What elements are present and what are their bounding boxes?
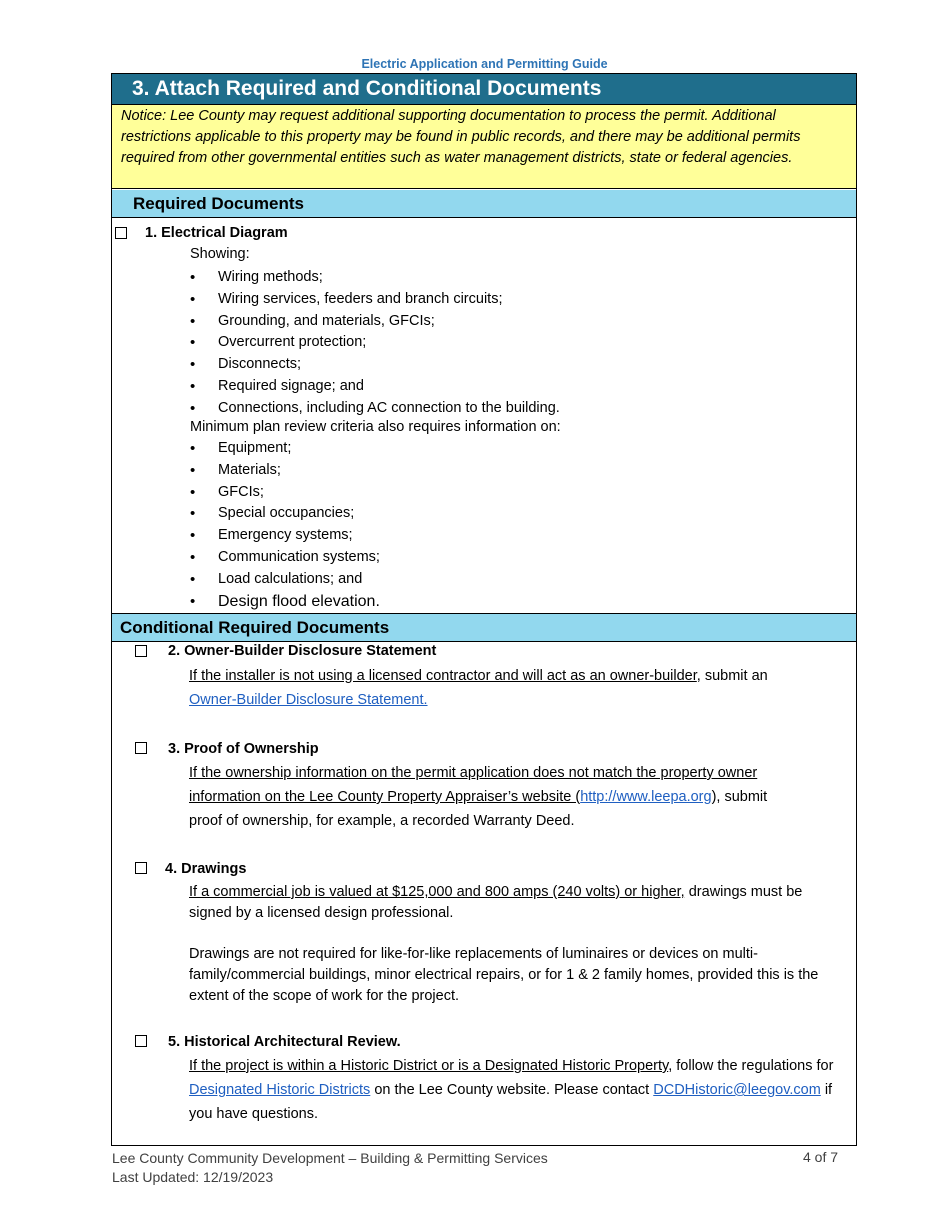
ownership-condition-line2: information on the Lee County Property Appraiser’s website ( (189, 789, 581, 805)
list-item: • Grounding, and materials, GFCIs; (190, 311, 560, 333)
checkbox-drawings[interactable] (135, 862, 147, 874)
list-item: • Connections, including AC connection to the building. (190, 398, 560, 420)
showing-list (190, 267, 560, 420)
item-historical-review-title: 5. Historical Architectural Review. (168, 1034, 401, 1050)
document-header: Electric Application and Permitting Guide (361, 57, 608, 71)
item-proof-of-ownership-title: 3. Proof of Ownership (168, 741, 319, 757)
historical-review-text (189, 1054, 849, 1126)
footer-updated: Last Updated: 12/19/2023 (112, 1169, 274, 1185)
drawings-rest: drawings must be signed by a licensed design professional. (189, 884, 803, 921)
owner-builder-condition: If the installer is not using a licensed contractor and will act as an owner-builder (189, 668, 697, 684)
list-item: • Wiring methods; (190, 267, 560, 289)
ownership-condition-line1: If the ownership information on the permit application does not match the property owner (189, 765, 758, 781)
list-item: • Emergency systems; (190, 525, 380, 547)
historic-rest3: if you have questions. (189, 1082, 833, 1122)
footer-info (112, 1149, 548, 1187)
leepa-link[interactable]: http://www.leepa.org (580, 789, 712, 805)
list-item: • Special occupancies; (190, 503, 380, 525)
historic-email-link[interactable]: DCDHistoric@leegov.com (653, 1082, 821, 1098)
notice-box: Notice: Lee County may request additional supporting documentation to process the permit. Additional restrictions applicable to this property may be found in public records, and there may be additional permits required from other governmental entities such as water management districts, state or federal agencies. (112, 105, 856, 189)
drawings-exemption-text: Drawings are not required for like-for-like replacements of luminaires or devices on multi-family/commercial buildings, minor electrical repairs, or for 1 & 2 family homes, provided this is the extent of the scope of work for the project. (189, 946, 819, 1004)
ownership-line3: proof of ownership, for example, a recorded Warranty Deed. (189, 813, 575, 829)
checkbox-proof-of-ownership[interactable] (135, 742, 147, 754)
showing-label: Showing: (190, 246, 250, 262)
historic-condition: If the project is within a Historic District or is a Designated Historic Property (189, 1058, 669, 1074)
list-item: • Materials; (190, 460, 380, 482)
historic-rest1: , follow the regulations for (668, 1058, 834, 1074)
criteria-list (190, 438, 380, 612)
list-item: • Communication systems; (190, 547, 380, 569)
page-number: 4 of 7 (803, 1149, 839, 1165)
owner-builder-rest: , submit an (696, 668, 768, 684)
list-item: • Disconnects; (190, 354, 560, 376)
criteria-label: Minimum plan review criteria also requires information on: (190, 419, 561, 435)
section-title: 3. Attach Required and Conditional Documents (112, 74, 856, 105)
list-item: • Overcurrent protection; (190, 332, 560, 354)
list-item: • Design flood elevation. (190, 591, 380, 613)
section-frame (111, 73, 857, 1146)
list-item: • Load calculations; and (190, 569, 380, 591)
item-owner-builder-title: 2. Owner-Builder Disclosure Statement (168, 643, 437, 659)
historic-districts-link[interactable]: Designated Historic Districts (189, 1082, 371, 1098)
item-drawings-title: 4. Drawings (165, 861, 247, 877)
owner-builder-link[interactable]: Owner-Builder Disclosure Statement. (189, 692, 428, 708)
list-item: • Equipment; (190, 438, 380, 460)
owner-builder-text (189, 664, 849, 712)
proof-of-ownership-text (189, 761, 849, 833)
historic-rest2: on the Lee County website. Please contact (370, 1082, 654, 1098)
drawings-condition: If a commercial job is valued at $125,000 and 800 amps (240 volts) or higher, (189, 884, 685, 900)
conditional-documents-heading: Conditional Required Documents (112, 613, 856, 642)
checkbox-historical-review[interactable] (135, 1035, 147, 1047)
footer-org: Lee County Community Development – Building & Permitting Services (112, 1150, 548, 1166)
list-item: • GFCIs; (190, 482, 380, 504)
list-item: • Required signage; and (190, 376, 560, 398)
required-documents-heading: Required Documents (112, 190, 856, 218)
checkbox-owner-builder[interactable] (135, 645, 147, 657)
checkbox-electrical-diagram[interactable] (115, 227, 127, 239)
list-item: • Wiring services, feeders and branch circuits; (190, 289, 560, 311)
drawings-text (189, 882, 849, 924)
ownership-after-link: ), submit (711, 789, 768, 805)
item-electrical-diagram-title: 1. Electrical Diagram (145, 225, 288, 241)
